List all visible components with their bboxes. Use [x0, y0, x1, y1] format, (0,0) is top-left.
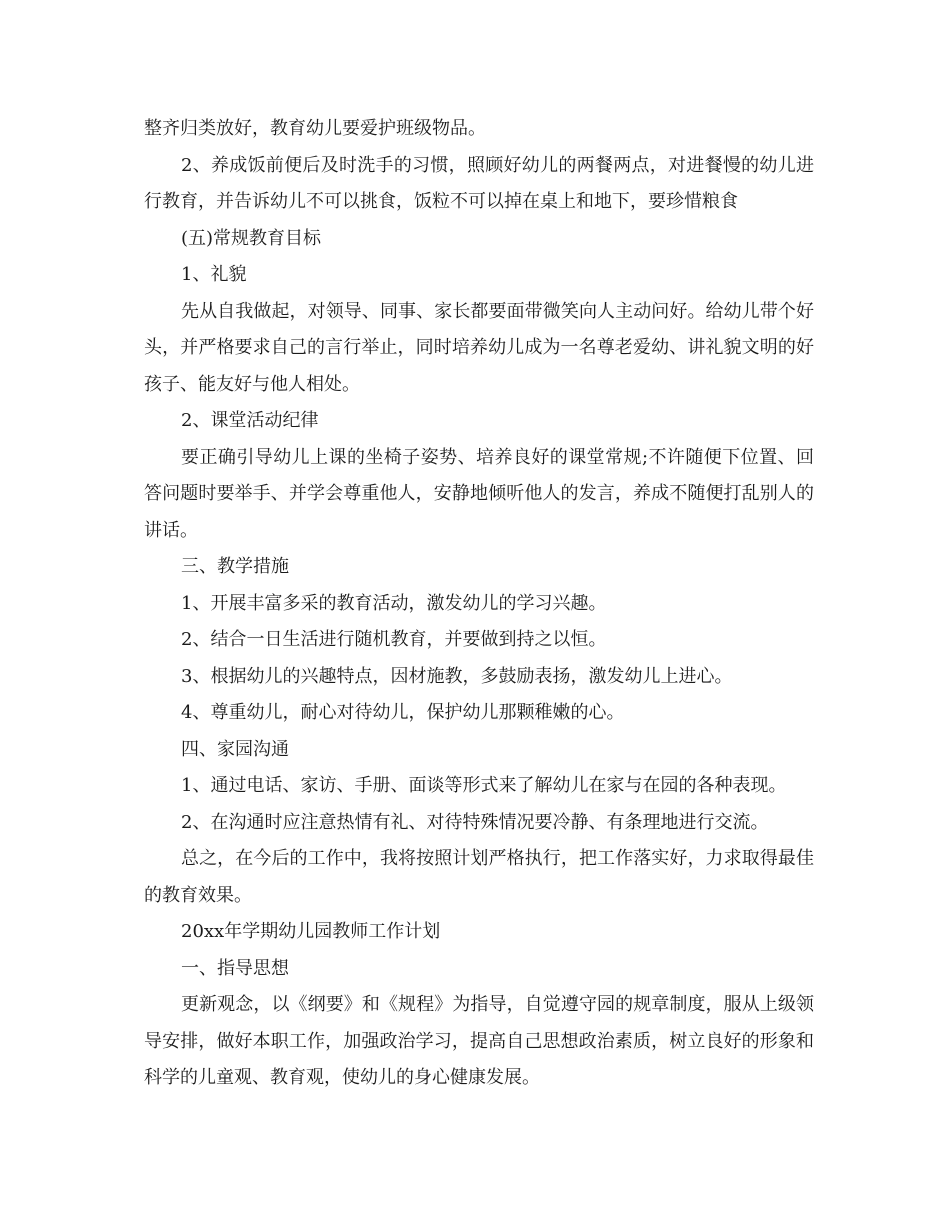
- paragraph: 更新观念，以《纲要》和《规程》为指导，自觉遵守园的规章制度，服从上级领导安排，做好本职工作，加强政治学习，提高自己思想政治素质，树立良好的形象和科学的儿童观、教育观，使幼儿的身心健康发展。: [144, 994, 814, 1088]
- section-heading: (五)常规教育目标: [181, 227, 322, 249]
- list-item: 1、通过电话、家访、手册、面谈等形式来了解幼儿在家与在园的各种表现。: [181, 775, 787, 796]
- list-item: 4、尊重幼儿，耐心对待幼儿，保护幼儿那颗稚嫩的心。: [181, 702, 625, 723]
- paragraph: 2、养成饭前便后及时洗手的习惯，照顾好幼儿的两餐两点，对进餐慢的幼儿进行教育，并告诉幼儿不可以挑食，饭粒不可以掉在桌上和地下，要珍惜粮食: [144, 154, 814, 212]
- list-item: 1、开展丰富多采的教育活动，激发幼儿的学习兴趣。: [181, 592, 607, 614]
- list-item: 3、根据幼儿的兴趣特点，因材施教，多鼓励表扬，激发幼儿上进心。: [181, 665, 733, 687]
- list-item: 2、在沟通时应注意热情有礼、对待特殊情况要冷静、有条理地进行交流。: [181, 811, 769, 833]
- paragraph: 整齐归类放好，教育幼儿要爱护班级物品。: [144, 118, 486, 139]
- section-heading: 三、教学措施: [181, 556, 289, 577]
- section-heading: 一、指导思想: [181, 957, 289, 979]
- section-heading: 四、家园沟通: [181, 738, 289, 760]
- list-item: 2、结合一日生活进行随机教育，并要做到持之以恒。: [181, 629, 607, 650]
- document-body: [144, 111, 814, 1097]
- paragraph: 先从自我做起，对领导、同事、家长都要面带微笑向人主动问好。给幼儿带个好头，并严格要求自己的言行举止，同时培养幼儿成为一名尊老爱幼、讲礼貌文明的好孩子、能友好与他人相处。: [144, 300, 814, 395]
- subsection-heading: 1、礼貌: [181, 264, 247, 285]
- paragraph: 要正确引导幼儿上课的坐椅子姿势、培养良好的课堂常规;不许随便下位置、回答问题时要举手、并学会尊重他人，安静地倾听他人的发言，养成不随便打乱别人的讲话。: [144, 446, 814, 541]
- subsection-heading: 2、课堂活动纪律: [181, 410, 319, 431]
- document-title: 20xx年学期幼儿园教师工作计划: [181, 921, 441, 942]
- paragraph: 总之，在今后的工作中，我将按照计划严格执行，把工作落实好，力求取得最佳的教育效果。: [144, 848, 814, 906]
